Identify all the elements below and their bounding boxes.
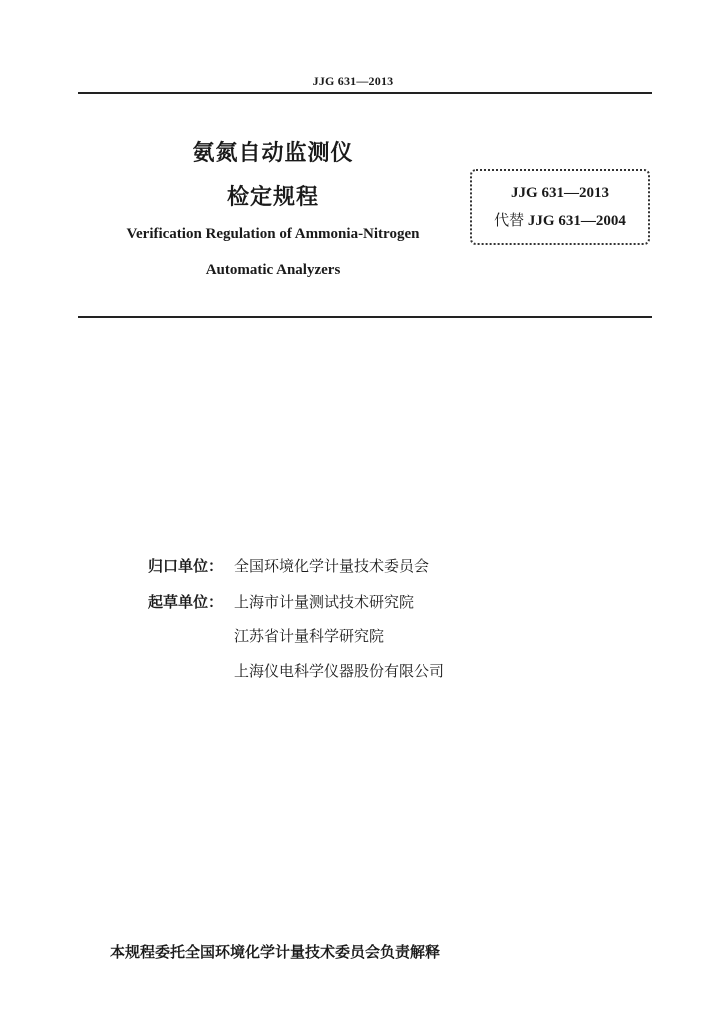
header-rule	[78, 92, 652, 94]
english-title-line-1: Verification Regulation of Ammonia-Nitrogen	[126, 226, 420, 242]
responsible-unit-label: 归口单位：	[148, 557, 224, 575]
drafting-unit-value: 上海市计量测试技术研究院	[234, 593, 415, 611]
standard-code: JJG 631—2013	[511, 185, 609, 201]
responsible-unit-row	[148, 555, 429, 576]
drafting-unit-value: 上海仪电科学仪器股份有限公司	[234, 662, 445, 680]
replaces-prefix: 代替	[494, 213, 525, 229]
replaces-code: JJG 631—2004	[527, 213, 626, 229]
replaces-code-line	[472, 209, 648, 230]
standard-code-box	[470, 169, 650, 245]
running-header: JJG 631—2013	[312, 74, 394, 88]
drafting-unit-value: 江苏省计量科学研究院	[234, 627, 385, 645]
responsible-unit-value: 全国环境化学计量技术委员会	[234, 557, 430, 575]
chinese-title-line-2: 检定规程	[226, 185, 319, 210]
drafting-unit-row	[148, 625, 384, 646]
english-title-line-2: Automatic Analyzers	[205, 262, 341, 278]
interpretation-note: 本规程委托全国环境化学计量技术委员会负责解释	[110, 943, 441, 961]
title-section-rule	[78, 316, 652, 318]
chinese-title-line-1: 氨氮自动监测仪	[192, 141, 354, 166]
drafting-unit-row	[148, 660, 444, 681]
drafting-unit-row	[148, 591, 414, 612]
drafting-unit-label: 起草单位：	[148, 593, 224, 611]
